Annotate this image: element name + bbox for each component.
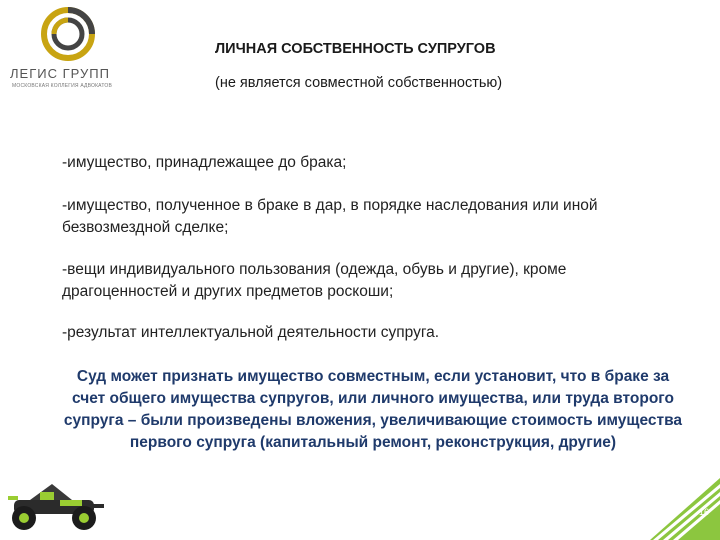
logo-name: ЛЕГИС ГРУПП — [10, 66, 110, 81]
logo-ring-icon — [36, 4, 100, 64]
list-item-1: -имущество, принадлежащее до брака; — [62, 154, 347, 171]
page-number: 16 — [699, 507, 710, 517]
race-car-image — [0, 470, 110, 540]
list-item-3: -вещи индивидуального пользования (одежда, обувь и другие), кроме драгоценностей и других предметов роскоши; — [62, 261, 567, 300]
slide-title: ЛИЧНАЯ СОБСТВЕННОСТЬ СУПРУГОВ — [215, 41, 496, 57]
logo-subtitle: МОСКОВСКАЯ КОЛЛЕГИЯ АДВОКАТОВ — [12, 83, 112, 89]
list-item-4: -результат интеллектуальной деятельности супруга. — [62, 324, 440, 341]
list-item-2: -имущество, полученное в браке в дар, в порядке наследования или иной безвозмездной сделке; — [62, 197, 598, 236]
slide-subtitle: (не является совместной собственностью) — [215, 75, 503, 91]
court-note: Суд может признать имущество совместным, если установит, что в браке за счет общего имущества супругов, или личного имущества, или труда второго супруга – были произведены вложения, увеличивающие стоимость имущества первого супруга (капитальный ремонт, реконструкция, другие) — [63, 368, 683, 451]
corner-accent — [650, 478, 720, 540]
company-logo — [10, 4, 130, 99]
